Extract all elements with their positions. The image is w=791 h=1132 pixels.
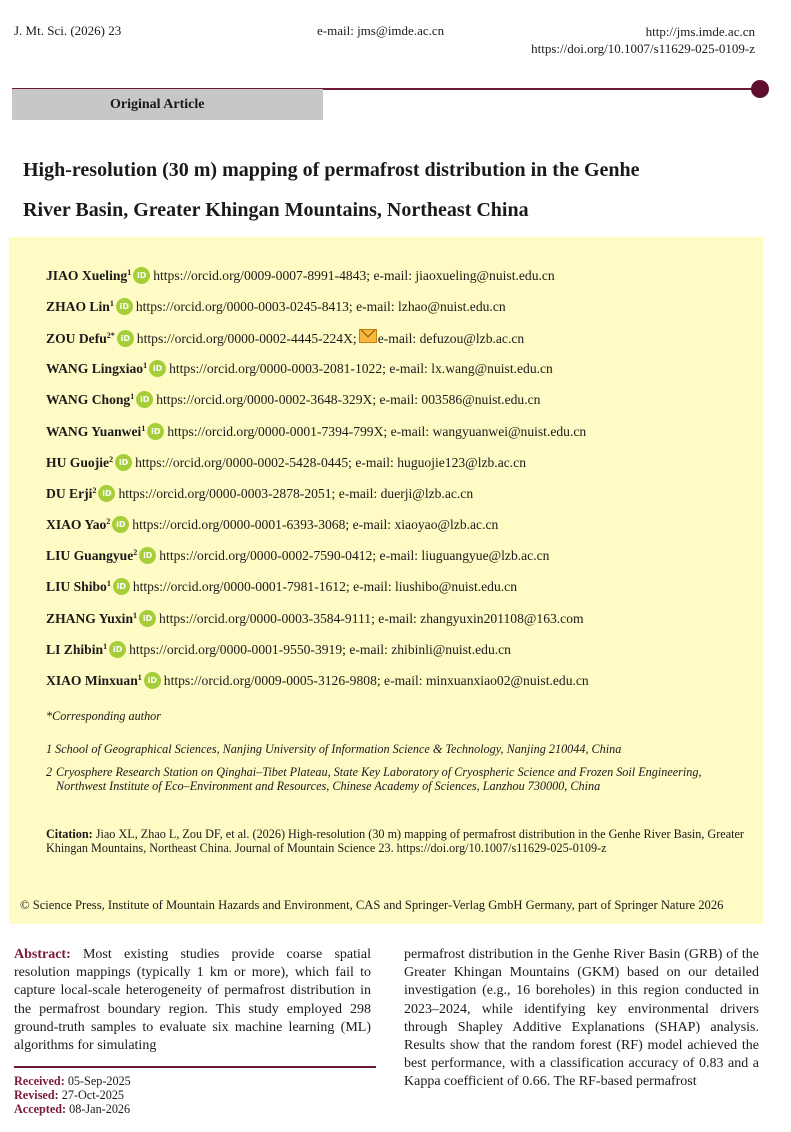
abstract-text-left: Most existing studies provide coarse spatial resolution mappings (typically 1 km or more), which fail to capture local-scale heterogeneity of permafrost distribution in the permafrost boundary region. This study employed 298 ground-truth samples to evaluate six machine learning (ML) algorithms for simulating [14, 947, 372, 1054]
author-email[interactable]: e-mail: zhibinli@nuist.edu.cn [349, 642, 511, 657]
author-name: DU Erji [46, 486, 93, 501]
article-doi[interactable]: https://doi.org/10.1007/s11629-025-0109-z [531, 41, 755, 56]
author-email[interactable]: e-mail: xiaoyao@lzb.ac.cn [352, 517, 499, 532]
corresponding-note: *Corresponding author [46, 709, 162, 723]
author-name: HU Guojie [46, 455, 110, 470]
author-affiliation-mark: 2* [106, 331, 115, 340]
author-affiliation-mark: 1 [109, 299, 114, 308]
author-affiliation-mark: 1 [137, 673, 142, 682]
author-email[interactable]: e-mail: lx.wang@nuist.edu.cn [389, 361, 553, 376]
author-email[interactable]: e-mail: wangyuanwei@nuist.edu.cn [390, 424, 587, 439]
title-line-2: River Basin, Greater Khingan Mountains, Northeast China [23, 199, 529, 221]
author-email[interactable]: e-mail: zhangyuxin201108@163.com [378, 611, 584, 626]
received-date: Received: 05-Sep-2025 [14, 1074, 131, 1088]
title-line-1: High-resolution (30 m) mapping of permafrost distribution in the Genhe [23, 159, 640, 181]
orcid-icon[interactable]: iD [109, 641, 126, 658]
author-row [46, 391, 540, 408]
author-name: XIAO Minxuan [46, 673, 138, 688]
author-affiliation-mark: 2 [106, 517, 111, 526]
author-row [46, 578, 517, 595]
author-row [46, 610, 584, 627]
author-email[interactable]: e-mail: liuguangyue@lzb.ac.cn [379, 548, 550, 563]
article-title [23, 150, 763, 230]
orcid-icon[interactable]: iD [144, 672, 161, 689]
orcid-icon[interactable]: iD [139, 547, 156, 564]
orcid-icon[interactable]: iD [133, 267, 150, 284]
affiliation-2: 2 Cryosphere Research Station on Qinghai–Tibet Plateau, State Key Laboratory of Cryospheric Science and Frozen Soil Engineering, Northwest Institute of Eco–Environment and Resources, Chinese Academy of Sciences, Lanzhou 730000, China [46, 765, 746, 793]
abstract-label: Abstract: [14, 947, 71, 962]
orcid-icon[interactable]: iD [139, 610, 156, 627]
author-name: XIAO Yao [46, 517, 107, 532]
author-orcid-link[interactable]: https://orcid.org/0000-0001-7394-799X; [167, 424, 388, 439]
author-email[interactable]: e-mail: minxuanxiao02@nuist.edu.cn [384, 673, 589, 688]
journal-url[interactable]: http://jms.imde.ac.cn [645, 24, 755, 39]
author-name: LIU Guangyue [46, 548, 134, 563]
orcid-icon[interactable]: iD [149, 360, 166, 377]
orcid-icon[interactable]: iD [117, 330, 134, 347]
author-affiliation-mark: 1 [143, 361, 148, 370]
author-orcid-link[interactable]: https://orcid.org/0000-0001-9550-3919; [129, 642, 346, 657]
article-dates [14, 1066, 376, 1116]
author-row [46, 454, 526, 471]
author-row [46, 298, 506, 315]
author-name: ZHAO Lin [46, 299, 110, 314]
author-row [46, 360, 553, 377]
orcid-icon[interactable]: iD [116, 298, 133, 315]
accepted-date: Accepted: 08-Jan-2026 [14, 1102, 131, 1116]
author-name: JIAO Xueling [46, 268, 128, 283]
author-name: WANG Yuanwei [46, 424, 142, 439]
author-affiliation-mark: 1 [103, 642, 108, 651]
author-affiliation-mark: 2 [92, 486, 97, 495]
author-orcid-link[interactable]: https://orcid.org/0000-0002-7590-0412; [159, 548, 377, 563]
author-row [46, 516, 498, 533]
citation-text: Jiao XL, Zhao L, Zou DF, et al. (2026) High-resolution (30 m) mapping of permafrost distribution in the Genhe River Basin, Greater Khingan Mountains, Northeast China. Journal of Mountain Science 23. https://doi.org/10.1007/s11629-025-0109-z [46, 827, 744, 855]
author-affiliation-mark: 1 [133, 611, 138, 620]
article-type-label: Original Article [110, 97, 205, 112]
orcid-icon[interactable]: iD [112, 516, 129, 533]
orcid-icon[interactable]: iD [136, 391, 153, 408]
author-orcid-link[interactable]: https://orcid.org/0000-0003-2878-2051; [118, 486, 336, 501]
author-row [46, 672, 589, 689]
author-orcid-link[interactable]: https://orcid.org/0000-0002-5428-0445; [135, 455, 352, 470]
abstract-column-right: permafrost distribution in the Genhe River Basin (GRB) of the Greater Khingan Mountains (GKM) based on our detailed investigation (e.g., 16 boreholes) in this region conducted in 2023–2024, while identifying key environmental drivers through Shapley Additive Explanations (SHAP) analysis. Results show that the random forest (RF) model achieved the best performance, with a classification accuracy of 0.83 and a Kappa coefficient of 0.66. The RF-based permafrost [404, 947, 759, 1090]
author-name: ZOU Defu [46, 331, 107, 346]
author-row [46, 267, 555, 284]
author-email[interactable]: e-mail: duerji@lzb.ac.cn [338, 486, 474, 501]
author-name: ZHANG Yuxin [46, 611, 134, 626]
author-email[interactable]: e-mail: 003586@nuist.edu.cn [379, 392, 541, 407]
author-orcid-link[interactable]: https://orcid.org/0000-0001-7981-1612; [132, 579, 350, 594]
author-orcid-link[interactable]: https://orcid.org/0009-0007-8991-4843; [153, 268, 371, 283]
citation-label: Citation: [46, 827, 93, 841]
author-affiliation-mark: 2 [133, 548, 138, 557]
journal-email[interactable]: e-mail: jms@imde.ac.cn [317, 23, 445, 38]
author-affiliation-mark: 1 [141, 424, 146, 433]
journal-citation: J. Mt. Sci. (2026) 23 [14, 23, 122, 38]
affiliation-1: 1 School of Geographical Sciences, Nanjing University of Information Science & Technology, Nanjing 210044, China [46, 742, 622, 756]
envelope-icon[interactable] [359, 329, 377, 343]
author-row [46, 423, 586, 440]
author-orcid-link[interactable]: https://orcid.org/0000-0002-4445-224X; [136, 331, 357, 346]
author-row [46, 547, 549, 564]
citation-block [46, 827, 746, 855]
header-links [531, 23, 755, 57]
author-name: WANG Lingxiao [46, 361, 144, 376]
author-affiliation-mark: 2 [109, 455, 114, 464]
orcid-icon[interactable]: iD [113, 578, 130, 595]
author-orcid-link[interactable]: https://orcid.org/0009-0005-3126-9808; [163, 673, 381, 688]
author-email[interactable]: e-mail: liushibo@nuist.edu.cn [353, 579, 518, 594]
author-email[interactable]: e-mail: lzhao@nuist.edu.cn [356, 299, 506, 314]
author-name: LI Zhibin [46, 642, 104, 657]
author-email[interactable]: e-mail: defuzou@lzb.ac.cn [377, 331, 525, 346]
author-affiliation-mark: 1 [127, 268, 132, 277]
revised-date: Revised: 27-Oct-2025 [14, 1088, 125, 1102]
orcid-icon[interactable]: iD [147, 423, 164, 440]
author-name: WANG Chong [46, 392, 131, 407]
author-affiliation-mark: 1 [130, 392, 135, 401]
author-affiliation-mark: 1 [106, 579, 111, 588]
orcid-icon[interactable]: iD [115, 454, 132, 471]
affiliation-2-text: Cryosphere Research Station on Qinghai–Tibet Plateau, State Key Laboratory of Cryospheric Science and Frozen Soil Engineering, Northwest Institute of Eco–Environment and Resources, Chinese Academy of Sciences, Lanzhou 730000, China [56, 765, 702, 793]
orcid-icon[interactable]: iD [98, 485, 115, 502]
author-orcid-link[interactable]: https://orcid.org/0000-0001-6393-3068; [132, 517, 350, 532]
author-row [46, 485, 473, 502]
author-name: LIU Shibo [46, 579, 107, 594]
author-orcid-link[interactable]: https://orcid.org/0000-0003-2081-1022; [169, 361, 386, 376]
author-row [46, 329, 524, 347]
copyright-notice: © Science Press, Institute of Mountain Hazards and Environment, CAS and Springer-Verlag GmbH Germany, part of Springer Nature 2026 [20, 898, 724, 912]
abstract-column-left [14, 946, 371, 1055]
header-rule-dot [751, 80, 769, 98]
author-orcid-link[interactable]: https://orcid.org/0000-0003-3584-9111; [159, 611, 375, 626]
article-type-tag [12, 89, 323, 120]
author-email[interactable]: e-mail: huguojie123@lzb.ac.cn [355, 455, 527, 470]
author-orcid-link[interactable]: https://orcid.org/0000-0002-3648-329X; [156, 392, 377, 407]
author-orcid-link[interactable]: https://orcid.org/0000-0003-0245-8413; [135, 299, 353, 314]
author-email[interactable]: e-mail: jiaoxueling@nuist.edu.cn [373, 268, 555, 283]
author-row [46, 641, 511, 658]
